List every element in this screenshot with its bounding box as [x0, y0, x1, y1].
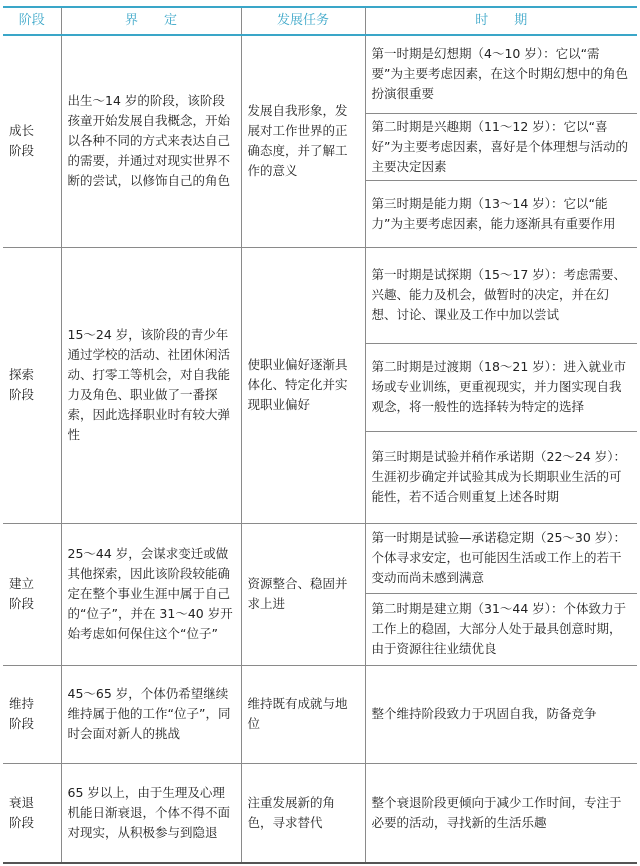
task-cell-growth: 发展自我形象，发展对工作世界的正确态度，并了解工作的意义: [241, 35, 365, 247]
period-cell: 第三时期是能力期（13～14 岁）：它以“能力”为主要考虑因素，能力逐渐具有重要作用: [365, 180, 637, 247]
stage-cell-growth: 成长 阶段: [3, 35, 61, 247]
stage-cell-establish: 建立 阶段: [3, 523, 61, 665]
period-cell: 第二时期是兴趣期（11～12 岁）：它以“喜好”为主要考虑因素，喜好是个体理想与活动的主要决定因素: [365, 113, 637, 180]
stage-cell-maintain: 维持 阶段: [3, 665, 61, 763]
definition-cell-establish: 25～44 岁，会谋求变迁或做其他探索，因此该阶段较能确定在整个事业生涯中属于自己的“位子”，并在 31～40 岁开始考虑如何保住这个“位子”: [61, 523, 241, 665]
table-row: [3, 35, 637, 113]
stage-cell-explore: 探索 阶段: [3, 247, 61, 523]
header-task: 发展任务: [241, 7, 365, 35]
period-cell: 第一时期是试探期（15～17 岁）：考虑需要、兴趣、能力及机会，做暂时的决定，并在幻想、讨论、课业及工作中加以尝试: [365, 247, 637, 343]
task-cell-decline: 注重发展新的角色，寻求替代: [241, 763, 365, 863]
period-cell: 第一时期是试验—承诺稳定期（25～30 岁）：个体寻求安定，也可能因生活或工作上的若干变动而尚未感到满意: [365, 523, 637, 593]
table-row: [3, 763, 637, 863]
definition-cell-decline: 65 岁以上，由于生理及心理机能日渐衰退，个体不得不面对现实，从积极参与到隐退: [61, 763, 241, 863]
stage-cell-decline: 衰退 阶段: [3, 763, 61, 863]
period-cell: 第三时期是试验并稍作承诺期（22～24 岁）：生涯初步确定并试验其成为长期职业生活的可能性，若不适合则重复上述各时期: [365, 431, 637, 523]
task-cell-explore: 使职业偏好逐渐具体化、特定化并实现职业偏好: [241, 247, 365, 523]
career-stage-table: [3, 6, 637, 864]
header-period: 时 期: [365, 7, 637, 35]
header-definition: 界 定: [61, 7, 241, 35]
task-cell-establish: 资源整合、稳固并求上进: [241, 523, 365, 665]
period-cell: 第二时期是建立期（31～44 岁）：个体致力于工作上的稳固，大部分人处于最具创意时期，由于资源往往业绩优良: [365, 593, 637, 665]
table-body: [3, 35, 637, 863]
table-row: [3, 523, 637, 593]
header-stage: 阶段: [3, 7, 61, 35]
table-row: [3, 665, 637, 763]
period-cell: 整个维持阶段致力于巩固自我，防备竞争: [365, 665, 637, 763]
definition-cell-maintain: 45～65 岁，个体仍希望继续维持属于他的工作“位子”，同时会面对新人的挑战: [61, 665, 241, 763]
period-cell: 整个衰退阶段更倾向于减少工作时间，专注于必要的活动，寻找新的生活乐趣: [365, 763, 637, 863]
definition-cell-growth: 出生～14 岁的阶段，该阶段孩童开始发展自我概念，开始以各种不同的方式来表达自己的需要，并通过对现实世界不断的尝试，以修饰自己的角色: [61, 35, 241, 247]
task-cell-maintain: 维持既有成就与地位: [241, 665, 365, 763]
table-header: [3, 7, 637, 35]
period-cell: 第二时期是过渡期（18～21 岁）：进入就业市场或专业训练，更重视现实，并力图实现自我观念，将一般性的选择转为特定的选择: [365, 343, 637, 431]
definition-cell-explore: 15～24 岁，该阶段的青少年通过学校的活动、社团休闲活动、打零工等机会，对自我能力及角色、职业做了一番探索，因此选择职业时有较大弹性: [61, 247, 241, 523]
period-cell: 第一时期是幻想期（4～10 岁）：它以“需要”为主要考虑因素，在这个时期幻想中的角色扮演很重要: [365, 35, 637, 113]
table-row: [3, 247, 637, 343]
